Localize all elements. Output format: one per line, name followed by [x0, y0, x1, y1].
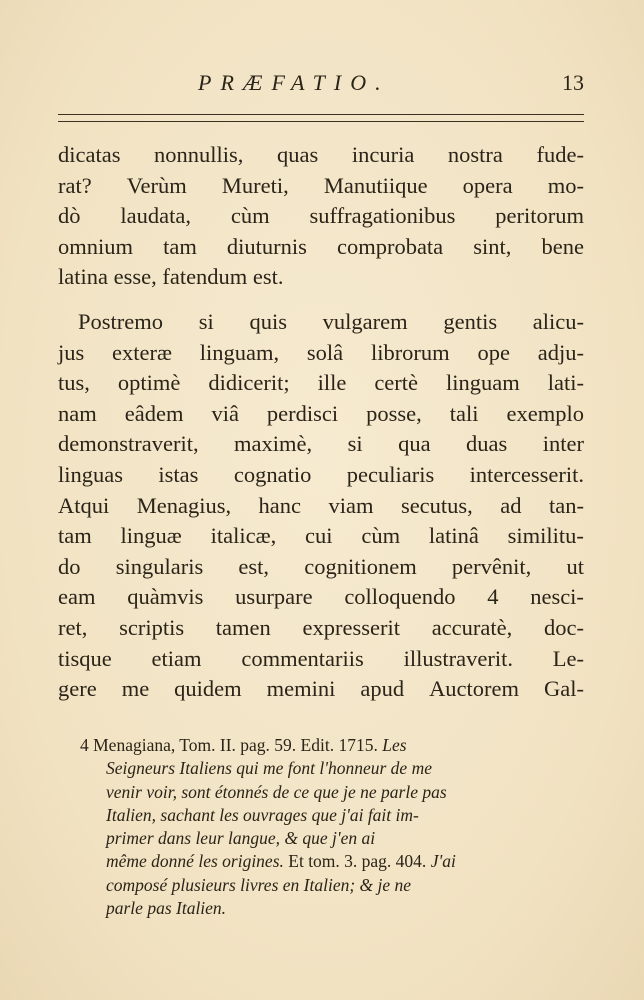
header-rule-thin [58, 121, 584, 122]
text-line: jus exteræ linguam, solâ librorum ope adju- [58, 339, 584, 365]
text-line: Postremo si quis vulgarem gentis alicu- [78, 308, 584, 334]
footnote-line [80, 850, 564, 873]
footnote-quote: même donné les origines. [106, 851, 284, 872]
footnote-reference: 4 Menagiana, Tom. II. pag. 59. Edit. 1715. [80, 735, 378, 755]
page-header [58, 70, 584, 106]
footnote-line: Italien, sachant les ouvrages que j'ai fait im- [106, 804, 419, 825]
footnote-line: Seigneurs Italiens qui me font l'honneur de me [106, 758, 432, 779]
text-line: tisque etiam commentariis illustraverit. Le- [58, 645, 584, 671]
text-line: rat? Verùm Mureti, Manutiique opera mo- [58, 172, 584, 198]
text-line: tam linguæ italicæ, cui cùm latinâ similitu- [58, 523, 584, 549]
footnote-line [80, 734, 564, 757]
text-line: tus, optimè didicerit; ille certè linguam lati- [58, 370, 584, 396]
footnote-line: composé plusieurs livres en Italien; & je ne [106, 874, 412, 895]
footnote-reference: Et tom. 3. pag. 404. [283, 851, 427, 872]
footnote-quote: J'ai [426, 851, 456, 872]
footnote-line: parle pas Italien. [106, 898, 227, 919]
text-line: dicatas nonnullis, quas incuria nostra fude- [58, 142, 584, 167]
text-line: Atqui Menagius, hanc viam secutus, ad tan- [58, 492, 584, 518]
body-text [58, 140, 584, 705]
footnote-quote: Les [382, 735, 407, 755]
text-line: do singularis est, cognitionem pervênit, ut [58, 553, 584, 579]
footnote-line: primer dans leur langue, & que j'en ai [106, 828, 376, 849]
footnote [80, 734, 564, 920]
text-line: eam quàmvis usurpare colloquendo 4 nesci- [58, 584, 584, 610]
footnote-line: venir voir, sont étonnés de ce que je ne parle pas [106, 781, 447, 802]
running-title: PRÆFATIO. [198, 70, 390, 95]
header-rule-thick [58, 114, 584, 115]
page-number: 13 [562, 70, 584, 95]
text-line: dò laudata, cùm suffragationibus peritorum [58, 203, 584, 229]
paragraph-gap [58, 293, 584, 307]
text-line: gere me quidem memini apud Auctorem Gal- [58, 676, 584, 702]
text-line: linguas istas cognatio peculiaris intercesserit. [58, 461, 584, 487]
text-line: latina esse, fatendum est. [58, 264, 284, 290]
text-line: omnium tam diuturnis comprobata sint, bene [58, 233, 584, 259]
text-line: ret, scriptis tamen expresserit accuratè, doc- [58, 614, 584, 640]
text-line: nam eâdem viâ perdisci posse, tali exemplo [58, 400, 584, 426]
text-line: demonstraverit, maximè, si qua duas inter [58, 431, 584, 457]
